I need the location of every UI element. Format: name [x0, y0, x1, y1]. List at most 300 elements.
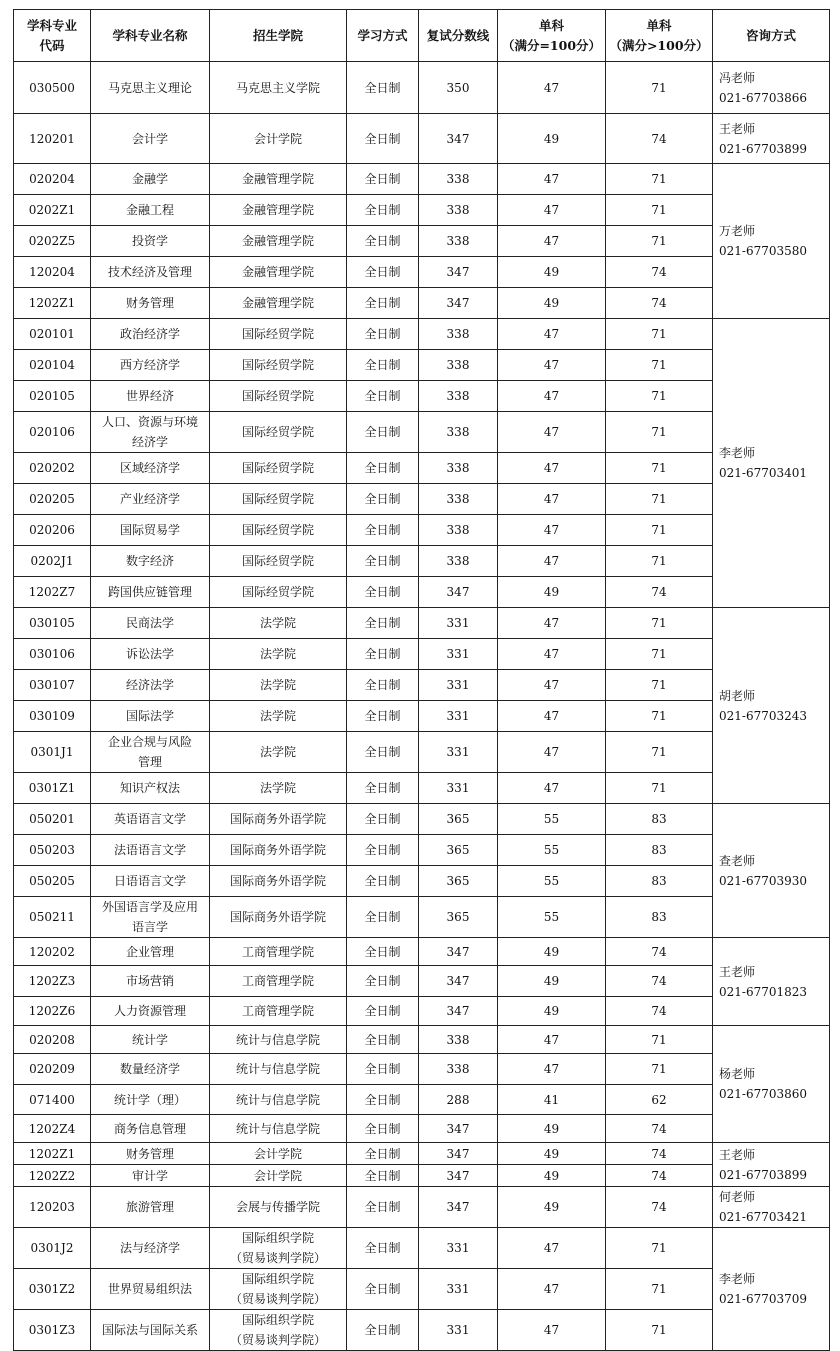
cell-code: 1202Z3 [14, 966, 91, 997]
cell-code: 120204 [14, 257, 91, 288]
cell-score: 350 [419, 62, 498, 114]
cell-contact: 杨老师 021-67703860 [713, 1026, 830, 1143]
table-row [14, 1187, 830, 1228]
cell-score: 347 [419, 257, 498, 288]
cell-school: 金融管理学院 [210, 257, 347, 288]
cell-score: 338 [419, 1054, 498, 1085]
cell-single-gt100: 71 [606, 639, 713, 670]
table-row [14, 1085, 830, 1115]
cell-single-100: 49 [498, 1165, 606, 1187]
cell-code: 020104 [14, 350, 91, 381]
cell-mode: 全日制 [347, 997, 419, 1026]
cell-code: 020105 [14, 381, 91, 412]
cell-code: 1202Z4 [14, 1115, 91, 1143]
table-row [14, 608, 830, 639]
table-row [14, 804, 830, 835]
table-row [14, 484, 830, 515]
cell-school: 国际经贸学院 [210, 350, 347, 381]
table-row [14, 453, 830, 484]
cell-school: 会展与传播学院 [210, 1187, 347, 1228]
cell-single-100: 47 [498, 670, 606, 701]
cell-mode: 全日制 [347, 897, 419, 938]
cell-score: 365 [419, 804, 498, 835]
cell-single-gt100: 74 [606, 938, 713, 966]
cell-single-gt100: 74 [606, 114, 713, 164]
cell-mode: 全日制 [347, 257, 419, 288]
cell-code: 1202Z2 [14, 1165, 91, 1187]
cell-school: 国际组织学院 （贸易谈判学院） [210, 1310, 347, 1351]
table-row [14, 546, 830, 577]
cell-contact: 王老师 021-67701823 [713, 938, 830, 1026]
cell-single-100: 47 [498, 515, 606, 546]
table-row [14, 62, 830, 114]
cell-mode: 全日制 [347, 226, 419, 257]
cell-single-100: 55 [498, 866, 606, 897]
cell-single-100: 47 [498, 1310, 606, 1351]
cell-mode: 全日制 [347, 453, 419, 484]
cell-name: 技术经济及管理 [91, 257, 210, 288]
cell-school: 法学院 [210, 608, 347, 639]
cell-school: 金融管理学院 [210, 288, 347, 319]
cell-score: 288 [419, 1085, 498, 1115]
cell-single-gt100: 71 [606, 701, 713, 732]
cell-single-gt100: 71 [606, 1228, 713, 1269]
cell-school: 会计学院 [210, 1143, 347, 1165]
cell-school: 国际商务外语学院 [210, 835, 347, 866]
cell-single-100: 47 [498, 773, 606, 804]
cell-school: 金融管理学院 [210, 164, 347, 195]
cell-score: 331 [419, 1310, 498, 1351]
cell-mode: 全日制 [347, 866, 419, 897]
cell-school: 国际组织学院 （贸易谈判学院） [210, 1228, 347, 1269]
cell-school: 法学院 [210, 732, 347, 773]
cell-single-gt100: 71 [606, 608, 713, 639]
table-row [14, 773, 830, 804]
cell-mode: 全日制 [347, 1228, 419, 1269]
cell-single-gt100: 71 [606, 546, 713, 577]
cell-single-gt100: 62 [606, 1085, 713, 1115]
cell-code: 0202J1 [14, 546, 91, 577]
cell-contact: 李老师 021-67703401 [713, 319, 830, 608]
cell-score: 347 [419, 114, 498, 164]
cell-single-gt100: 71 [606, 226, 713, 257]
cell-score: 347 [419, 1165, 498, 1187]
cell-score: 338 [419, 484, 498, 515]
cell-single-100: 47 [498, 350, 606, 381]
cell-single-100: 55 [498, 804, 606, 835]
table-row [14, 1054, 830, 1085]
cell-code: 030500 [14, 62, 91, 114]
cell-school: 会计学院 [210, 114, 347, 164]
cell-name: 法与经济学 [91, 1228, 210, 1269]
cell-score: 347 [419, 997, 498, 1026]
cell-score: 347 [419, 1187, 498, 1228]
cell-code: 0301J2 [14, 1228, 91, 1269]
cell-single-100: 47 [498, 1269, 606, 1310]
cell-contact: 冯老师 021-67703866 [713, 62, 830, 114]
cell-school: 统计与信息学院 [210, 1054, 347, 1085]
cell-single-gt100: 71 [606, 62, 713, 114]
cell-mode: 全日制 [347, 515, 419, 546]
cell-single-100: 47 [498, 639, 606, 670]
table-row [14, 701, 830, 732]
cell-single-100: 47 [498, 62, 606, 114]
cell-single-gt100: 71 [606, 381, 713, 412]
cell-name: 经济法学 [91, 670, 210, 701]
table-row [14, 288, 830, 319]
cell-name: 财务管理 [91, 288, 210, 319]
cell-single-100: 47 [498, 195, 606, 226]
cell-school: 国际商务外语学院 [210, 866, 347, 897]
cell-school: 国际经贸学院 [210, 546, 347, 577]
cell-code: 0301Z2 [14, 1269, 91, 1310]
cell-single-100: 47 [498, 701, 606, 732]
cell-single-100: 47 [498, 1054, 606, 1085]
cell-single-100: 41 [498, 1085, 606, 1115]
cell-code: 1202Z1 [14, 288, 91, 319]
cell-school: 国际经贸学院 [210, 484, 347, 515]
cell-mode: 全日制 [347, 319, 419, 350]
cell-mode: 全日制 [347, 639, 419, 670]
cell-name: 知识产权法 [91, 773, 210, 804]
cell-mode: 全日制 [347, 938, 419, 966]
table-row [14, 164, 830, 195]
cell-name: 国际法与国际关系 [91, 1310, 210, 1351]
table-row [14, 866, 830, 897]
cell-name: 财务管理 [91, 1143, 210, 1165]
cell-score: 347 [419, 1143, 498, 1165]
cell-code: 020205 [14, 484, 91, 515]
cell-name: 跨国供应链管理 [91, 577, 210, 608]
cell-single-gt100: 71 [606, 484, 713, 515]
table-row [14, 1310, 830, 1351]
cell-name: 统计学 [91, 1026, 210, 1054]
cell-single-gt100: 71 [606, 1054, 713, 1085]
cell-score: 338 [419, 350, 498, 381]
table-row [14, 1228, 830, 1269]
cell-name: 外国语言学及应用 语言学 [91, 897, 210, 938]
cell-score: 347 [419, 288, 498, 319]
cell-code: 020202 [14, 453, 91, 484]
cell-mode: 全日制 [347, 1165, 419, 1187]
cell-name: 市场营销 [91, 966, 210, 997]
cell-single-100: 47 [498, 381, 606, 412]
cell-single-100: 47 [498, 546, 606, 577]
cell-score: 338 [419, 164, 498, 195]
table-row [14, 938, 830, 966]
cell-mode: 全日制 [347, 195, 419, 226]
cell-name: 金融工程 [91, 195, 210, 226]
cell-score: 331 [419, 639, 498, 670]
cell-mode: 全日制 [347, 1187, 419, 1228]
cell-school: 工商管理学院 [210, 966, 347, 997]
cell-code: 020208 [14, 1026, 91, 1054]
cell-school: 国际商务外语学院 [210, 804, 347, 835]
cell-single-100: 49 [498, 257, 606, 288]
cell-contact: 王老师 021-67703899 [713, 114, 830, 164]
cell-score: 338 [419, 226, 498, 257]
cell-code: 020106 [14, 412, 91, 453]
cell-mode: 全日制 [347, 1115, 419, 1143]
cell-single-gt100: 74 [606, 1115, 713, 1143]
table-row [14, 195, 830, 226]
cell-mode: 全日制 [347, 1026, 419, 1054]
cell-single-gt100: 71 [606, 773, 713, 804]
cell-code: 030106 [14, 639, 91, 670]
table-row [14, 226, 830, 257]
cell-single-100: 47 [498, 412, 606, 453]
cell-score: 338 [419, 515, 498, 546]
cell-mode: 全日制 [347, 577, 419, 608]
cell-code: 020206 [14, 515, 91, 546]
table-row [14, 381, 830, 412]
cell-single-100: 55 [498, 835, 606, 866]
cell-mode: 全日制 [347, 484, 419, 515]
cell-single-gt100: 83 [606, 897, 713, 938]
cell-score: 365 [419, 835, 498, 866]
cell-school: 统计与信息学院 [210, 1115, 347, 1143]
cell-single-100: 49 [498, 288, 606, 319]
cell-code: 1202Z1 [14, 1143, 91, 1165]
cell-code: 0301Z3 [14, 1310, 91, 1351]
cell-code: 030109 [14, 701, 91, 732]
cell-code: 030105 [14, 608, 91, 639]
cell-name: 世界贸易组织法 [91, 1269, 210, 1310]
table-row [14, 1143, 830, 1165]
cell-name: 金融学 [91, 164, 210, 195]
cell-name: 数量经济学 [91, 1054, 210, 1085]
cell-name: 区域经济学 [91, 453, 210, 484]
table-row [14, 732, 830, 773]
cell-mode: 全日制 [347, 670, 419, 701]
cell-mode: 全日制 [347, 835, 419, 866]
table-row [14, 412, 830, 453]
cell-school: 国际经贸学院 [210, 319, 347, 350]
cell-score: 365 [419, 866, 498, 897]
header-name: 学科专业名称 [91, 10, 210, 62]
table-row [14, 114, 830, 164]
cell-name: 政治经济学 [91, 319, 210, 350]
cell-score: 338 [419, 546, 498, 577]
cell-code: 1202Z7 [14, 577, 91, 608]
cell-score: 365 [419, 897, 498, 938]
cell-mode: 全日制 [347, 773, 419, 804]
cell-single-gt100: 74 [606, 577, 713, 608]
cell-name: 企业合规与风险 管理 [91, 732, 210, 773]
cell-name: 统计学（理） [91, 1085, 210, 1115]
cell-name: 诉讼法学 [91, 639, 210, 670]
cell-single-gt100: 71 [606, 412, 713, 453]
table-row [14, 1165, 830, 1187]
cell-single-gt100: 74 [606, 1143, 713, 1165]
cell-single-100: 47 [498, 1026, 606, 1054]
cell-mode: 全日制 [347, 1310, 419, 1351]
cell-single-100: 47 [498, 732, 606, 773]
cell-mode: 全日制 [347, 546, 419, 577]
cell-name: 世界经济 [91, 381, 210, 412]
table-row [14, 966, 830, 997]
cell-score: 338 [419, 381, 498, 412]
table-row [14, 670, 830, 701]
cell-score: 347 [419, 966, 498, 997]
cell-single-gt100: 71 [606, 1269, 713, 1310]
cell-single-gt100: 74 [606, 1187, 713, 1228]
cell-name: 投资学 [91, 226, 210, 257]
table-row [14, 350, 830, 381]
cell-name: 国际法学 [91, 701, 210, 732]
cell-name: 日语语言文学 [91, 866, 210, 897]
header-row [14, 10, 830, 62]
cell-code: 0202Z1 [14, 195, 91, 226]
cell-single-100: 47 [498, 319, 606, 350]
cell-name: 审计学 [91, 1165, 210, 1187]
cell-school: 国际组织学院 （贸易谈判学院） [210, 1269, 347, 1310]
table-row [14, 1269, 830, 1310]
cell-single-gt100: 71 [606, 319, 713, 350]
cell-code: 050211 [14, 897, 91, 938]
cell-score: 331 [419, 701, 498, 732]
cell-contact: 万老师 021-67703580 [713, 164, 830, 319]
cell-contact: 查老师 021-67703930 [713, 804, 830, 938]
cell-single-100: 47 [498, 608, 606, 639]
cell-name: 法语语言文学 [91, 835, 210, 866]
cell-code: 0301Z1 [14, 773, 91, 804]
cell-name: 民商法学 [91, 608, 210, 639]
cell-mode: 全日制 [347, 1085, 419, 1115]
cell-single-100: 47 [498, 1228, 606, 1269]
cell-code: 120202 [14, 938, 91, 966]
cell-single-100: 47 [498, 484, 606, 515]
cell-school: 国际经贸学院 [210, 577, 347, 608]
cell-score: 347 [419, 1115, 498, 1143]
cell-code: 050203 [14, 835, 91, 866]
table-row [14, 257, 830, 288]
cell-single-gt100: 83 [606, 804, 713, 835]
cell-score: 347 [419, 577, 498, 608]
cell-single-gt100: 83 [606, 866, 713, 897]
cell-code: 020101 [14, 319, 91, 350]
cell-single-100: 55 [498, 897, 606, 938]
cell-score: 338 [419, 453, 498, 484]
cell-score: 347 [419, 938, 498, 966]
header-single-100: 单科 （满分=100分） [498, 10, 606, 62]
cell-school: 国际经贸学院 [210, 453, 347, 484]
cell-single-100: 49 [498, 966, 606, 997]
header-contact: 咨询方式 [713, 10, 830, 62]
cell-single-gt100: 74 [606, 288, 713, 319]
cell-score: 331 [419, 773, 498, 804]
cell-single-gt100: 71 [606, 515, 713, 546]
cell-school: 国际商务外语学院 [210, 897, 347, 938]
cell-single-100: 47 [498, 453, 606, 484]
cell-name: 数字经济 [91, 546, 210, 577]
cell-name: 产业经济学 [91, 484, 210, 515]
cell-score: 338 [419, 412, 498, 453]
cell-mode: 全日制 [347, 966, 419, 997]
header-score: 复试分数线 [419, 10, 498, 62]
table-row [14, 319, 830, 350]
cell-school: 统计与信息学院 [210, 1026, 347, 1054]
cell-school: 法学院 [210, 701, 347, 732]
cell-single-gt100: 74 [606, 997, 713, 1026]
cell-single-100: 49 [498, 1115, 606, 1143]
cell-school: 工商管理学院 [210, 997, 347, 1026]
cell-single-gt100: 71 [606, 350, 713, 381]
cell-score: 331 [419, 670, 498, 701]
cell-mode: 全日制 [347, 62, 419, 114]
cell-single-100: 49 [498, 1143, 606, 1165]
table-row [14, 639, 830, 670]
cell-school: 国际经贸学院 [210, 412, 347, 453]
cell-school: 马克思主义学院 [210, 62, 347, 114]
cell-name: 马克思主义理论 [91, 62, 210, 114]
cell-single-gt100: 71 [606, 164, 713, 195]
cell-contact: 王老师 021-67703899 [713, 1143, 830, 1187]
cell-name: 英语语言文学 [91, 804, 210, 835]
cell-contact: 李老师 021-67703709 [713, 1228, 830, 1351]
cell-school: 金融管理学院 [210, 195, 347, 226]
cell-single-100: 49 [498, 1187, 606, 1228]
cell-mode: 全日制 [347, 164, 419, 195]
cell-code: 0301J1 [14, 732, 91, 773]
cell-school: 法学院 [210, 773, 347, 804]
cell-code: 071400 [14, 1085, 91, 1115]
cell-single-gt100: 71 [606, 453, 713, 484]
cell-name: 西方经济学 [91, 350, 210, 381]
cell-mode: 全日制 [347, 804, 419, 835]
table-row [14, 1026, 830, 1054]
cell-code: 020204 [14, 164, 91, 195]
cell-single-gt100: 71 [606, 670, 713, 701]
cell-school: 国际经贸学院 [210, 381, 347, 412]
cell-single-100: 49 [498, 938, 606, 966]
cell-single-gt100: 71 [606, 195, 713, 226]
cell-score: 338 [419, 1026, 498, 1054]
header-single-gt100: 单科 （满分>100分） [606, 10, 713, 62]
header-mode: 学习方式 [347, 10, 419, 62]
cell-code: 050205 [14, 866, 91, 897]
cell-mode: 全日制 [347, 412, 419, 453]
cell-single-100: 49 [498, 997, 606, 1026]
table-body [14, 62, 830, 1351]
cell-school: 统计与信息学院 [210, 1085, 347, 1115]
cell-mode: 全日制 [347, 114, 419, 164]
cell-name: 企业管理 [91, 938, 210, 966]
cell-mode: 全日制 [347, 1143, 419, 1165]
cell-code: 1202Z6 [14, 997, 91, 1026]
cell-score: 331 [419, 1269, 498, 1310]
cell-mode: 全日制 [347, 701, 419, 732]
cell-school: 会计学院 [210, 1165, 347, 1187]
cell-code: 020209 [14, 1054, 91, 1085]
table-row [14, 577, 830, 608]
cell-score: 331 [419, 1228, 498, 1269]
cell-score: 331 [419, 608, 498, 639]
cell-single-gt100: 74 [606, 966, 713, 997]
cell-code: 030107 [14, 670, 91, 701]
cell-single-gt100: 74 [606, 1165, 713, 1187]
cell-name: 会计学 [91, 114, 210, 164]
cell-contact: 何老师 021-67703421 [713, 1187, 830, 1228]
header-school: 招生学院 [210, 10, 347, 62]
cell-code: 050201 [14, 804, 91, 835]
cell-score: 331 [419, 732, 498, 773]
cell-score: 338 [419, 319, 498, 350]
cell-mode: 全日制 [347, 1269, 419, 1310]
cell-school: 工商管理学院 [210, 938, 347, 966]
table-row [14, 897, 830, 938]
cell-name: 旅游管理 [91, 1187, 210, 1228]
